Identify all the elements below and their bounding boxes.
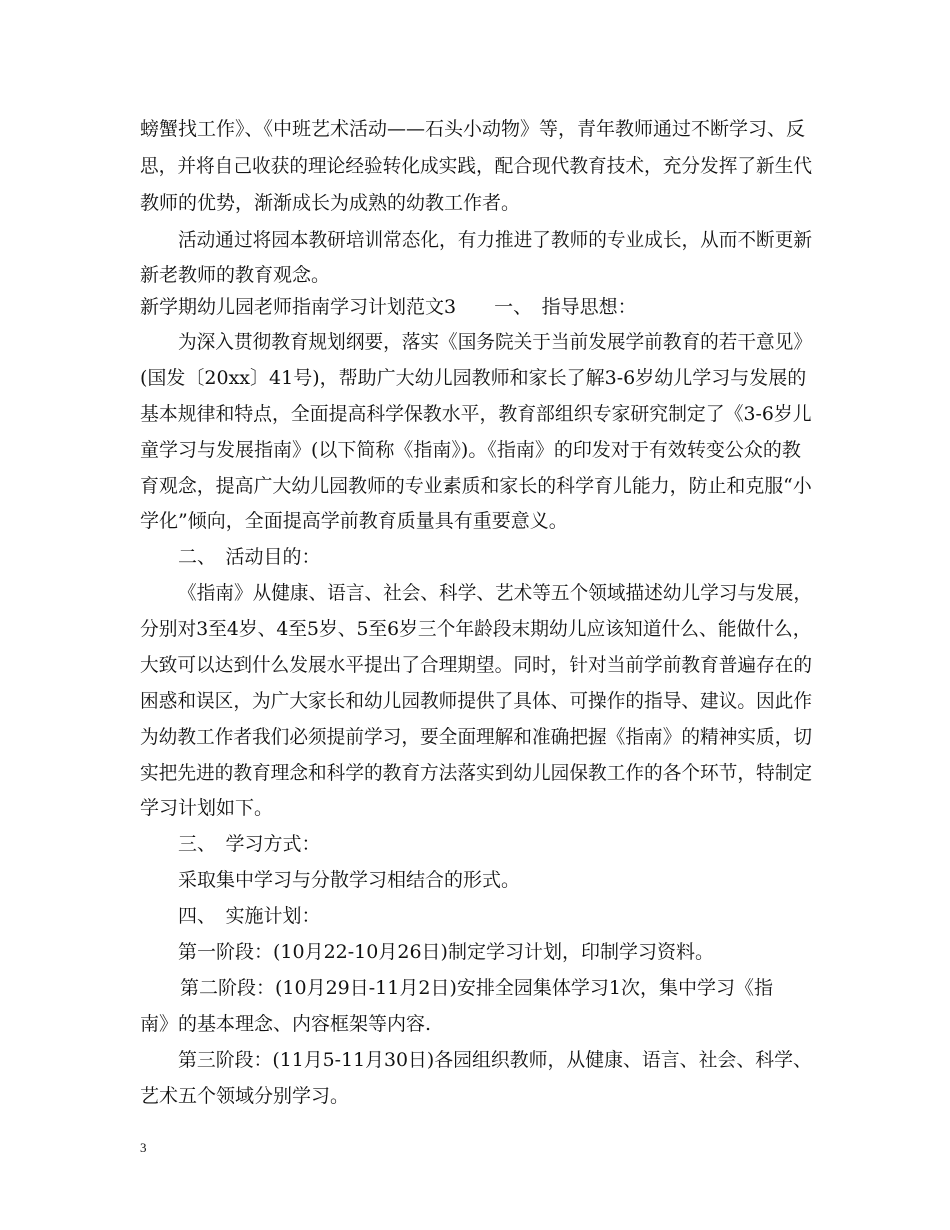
text-line: 第二阶段：(10月29日-11月2日)安排全园集体学习1次，集中学习《指: [180, 977, 773, 999]
section-heading: 新学期幼儿园老师指南学习计划范文3 一、 指导思想：: [140, 296, 637, 318]
text-line: 童学习与发展指南》(以下简称《指南》)。《指南》的印发对于有效转变公众的教: [140, 439, 801, 461]
section-heading: 三、 学习方式：: [178, 833, 321, 855]
text-line: 南》的基本理念、内容框架等内容.: [140, 1013, 432, 1035]
text-line: 活动通过将园本教研培训常态化，有力推进了教师的专业成长，从而不断更新: [178, 229, 812, 251]
text-line: 大致可以达到什么发展水平提出了合理期望。同时，针对当前学前教育普遍存在的: [140, 654, 813, 676]
text-line: 《指南》从健康、语言、社会、科学、艺术等五个领域描述幼儿学习与发展，: [178, 582, 812, 604]
text-line: 思，并将自己收获的理论经验转化成实践，配合现代教育技术，充分发挥了新生代: [140, 155, 813, 177]
text-line: 学习计划如下。: [140, 797, 274, 819]
section-heading: 四、 实施计划：: [178, 905, 321, 927]
text-line: 分别对3至4岁、4至5岁、5至6岁三个年龄段末期幼儿应该知道什么、能做什么，: [140, 618, 812, 640]
text-line: 第一阶段：(10月22-10月26日)制定学习计划，印制学习资料。: [178, 941, 714, 963]
text-line: 实把先进的教育理念和科学的教育方法落实到幼儿园保教工作的各个环节，特制定: [140, 762, 813, 784]
text-line: 采取集中学习与分散学习相结合的形式。: [178, 869, 521, 891]
text-line: 新老教师的教育观念。: [140, 264, 331, 286]
text-line: 为幼教工作者我们必须提前学习，要全面理解和准确把握《指南》的精神实质，切: [140, 726, 813, 748]
text-line: 基本规律和特点，全面提高科学保教水平，教育部组织专家研究制定了《3-6岁儿: [140, 403, 812, 425]
text-line: 学化”倾向，全面提高学前教育质量具有重要意义。: [140, 510, 568, 532]
text-line: 困惑和误区，为广大家长和幼儿园教师提供了具体、可操作的指导、建议。因此作: [140, 690, 813, 712]
text-line: 为深入贯彻教育规划纲要，落实《国务院关于当前发展学前教育的若干意见》: [178, 331, 812, 353]
text-line: 教师的优势，渐渐成长为成熟的幼教工作者。: [140, 192, 521, 214]
text-line: 艺术五个领域分别学习。: [140, 1085, 350, 1107]
section-heading: 二、 活动目的：: [178, 546, 321, 568]
text-line: 育观念，提高广大幼儿园教师的专业素质和家长的科学育儿能力，防止和克服“小: [140, 475, 812, 497]
text-line: (国发〔20xx〕41号)，帮助广大幼儿园教师和家长了解3-6岁幼儿学习与发展的: [140, 367, 807, 389]
text-line: 螃蟹找工作》、《中班艺术活动——石头小动物》等，青年教师通过不断学习、反: [140, 118, 806, 140]
page-number: 3: [140, 1140, 147, 1155]
text-line: 第三阶段：(11月5-11月30日)各园组织教师，从健康、语言、社会、科学、: [178, 1049, 812, 1071]
